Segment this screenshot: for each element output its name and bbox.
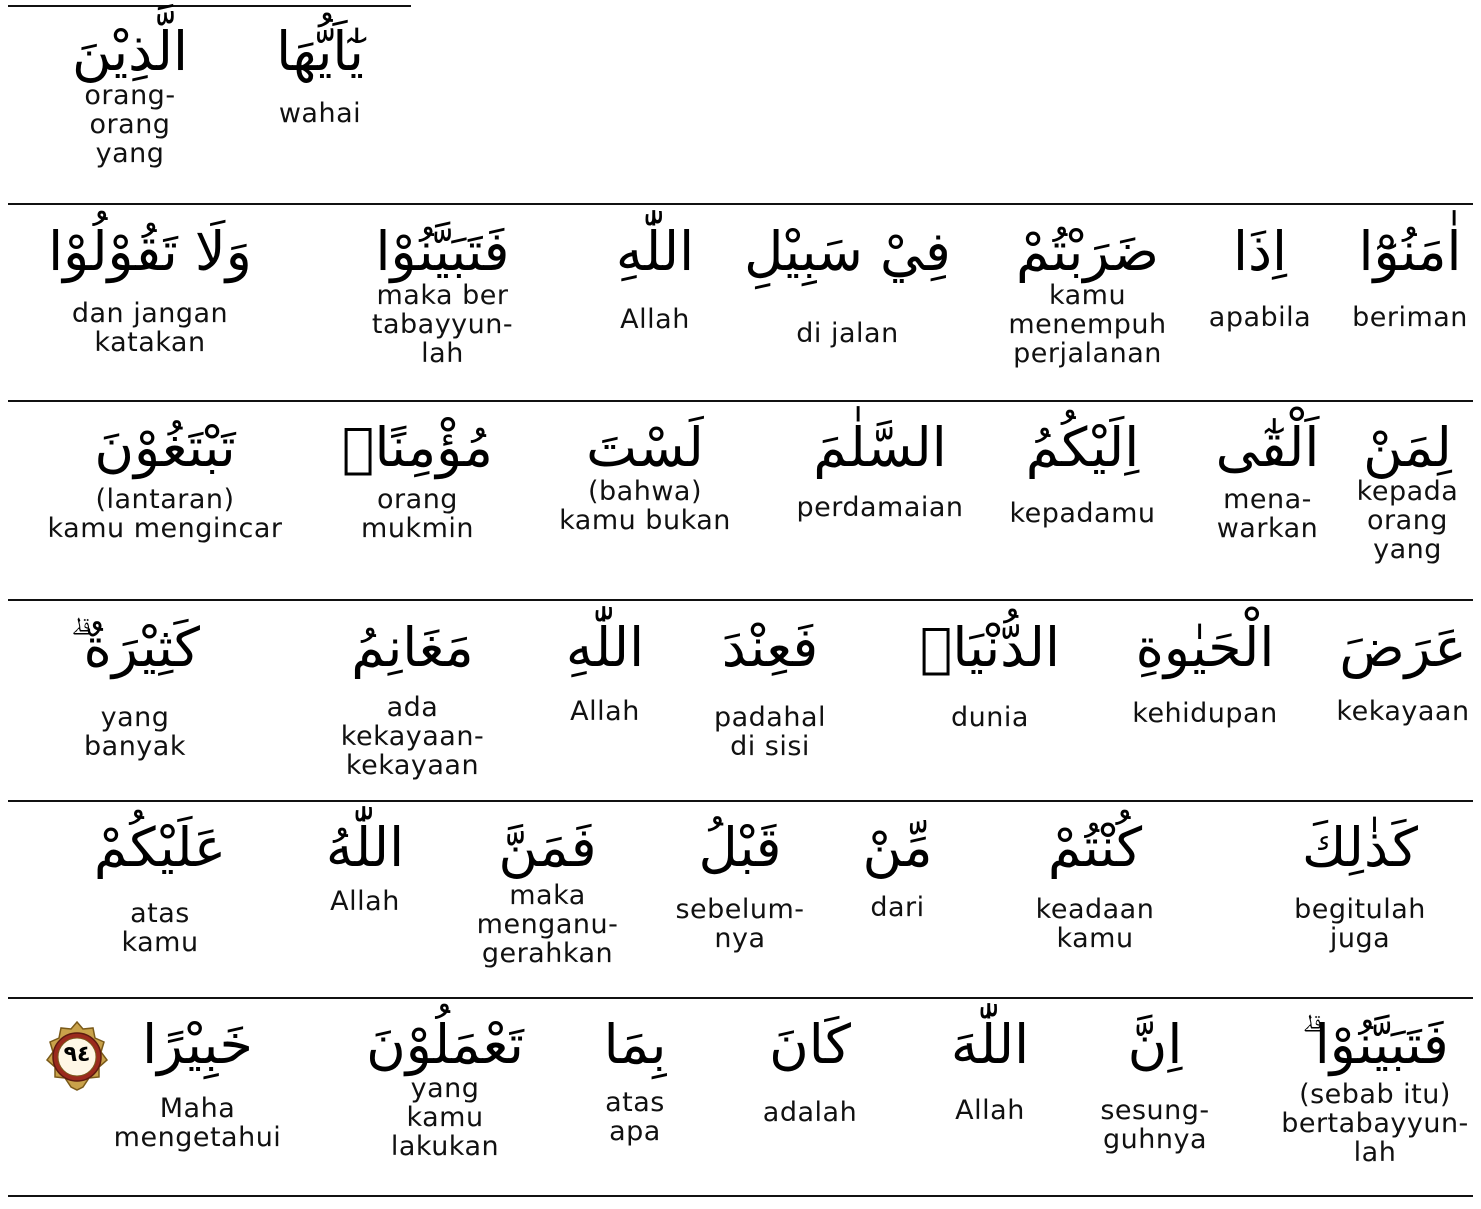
arabic-word: ضَرَبْتُمْ xyxy=(1016,220,1159,283)
word-meaning: begitulah juga xyxy=(1294,894,1426,955)
word-meaning: orang mukmin xyxy=(361,484,474,545)
arabic-word: اللّٰهِ xyxy=(565,616,645,679)
arabic-word: وَلَا تَقُوْلُوْا xyxy=(48,220,252,283)
arabic-word: فَتَبَيَّنُوْا ۗ xyxy=(1301,1013,1449,1076)
word-pair xyxy=(1085,1015,1225,1154)
arabic-word: كَذٰلِكَ xyxy=(1301,816,1418,879)
row-divider xyxy=(8,400,1473,402)
word-meaning: orang- orang yang xyxy=(84,80,176,170)
word-pair xyxy=(40,818,280,957)
arabic-word: يٰٓاَيُّهَا xyxy=(276,20,364,83)
arabic-word: مُؤْمِنًاۚ xyxy=(342,416,493,479)
word-meaning: maka menganu- gerahkan xyxy=(476,880,619,970)
word-meaning: kepada orang yang xyxy=(1356,476,1459,566)
word-pair xyxy=(330,418,505,543)
word-meaning: wahai xyxy=(278,98,362,130)
word-meaning: adalah xyxy=(762,1097,858,1129)
word-meaning: sebelum- nya xyxy=(675,894,805,955)
word-pair xyxy=(995,222,1180,368)
arabic-word: كَانَ xyxy=(769,1013,851,1076)
word-pair xyxy=(855,818,940,922)
word-pair xyxy=(700,618,840,761)
word-pair xyxy=(20,618,250,761)
word-pair xyxy=(105,1015,290,1152)
word-pair xyxy=(45,222,255,357)
word-pair xyxy=(665,818,815,953)
word-pair xyxy=(1005,818,1185,953)
arabic-word: فَعِنْدَ xyxy=(721,616,819,679)
word-pair xyxy=(355,1015,535,1161)
arabic-word: فِيْ سَبِيْلِ xyxy=(744,220,951,283)
verse-number: ٩٤ xyxy=(63,1042,91,1067)
word-pair xyxy=(30,418,300,543)
arabic-word: بِمَا xyxy=(603,1013,667,1076)
word-pair xyxy=(940,1015,1040,1125)
arabic-word: اَلْقٰٓى xyxy=(1215,416,1320,479)
ayah-number-marker xyxy=(45,1020,109,1092)
arabic-word: الَّذِيْنَ xyxy=(72,20,188,83)
word-meaning: Allah xyxy=(620,304,690,336)
arabic-word: عَلَيْكُمْ xyxy=(93,816,227,879)
word-meaning: yang kamu lakukan xyxy=(390,1073,500,1163)
top-rule xyxy=(8,5,411,7)
word-meaning: Maha mengetahui xyxy=(113,1093,282,1154)
word-meaning: apabila xyxy=(1208,302,1312,334)
word-pair xyxy=(735,1015,885,1127)
arabic-word: فَمَنَّ xyxy=(498,816,597,879)
word-meaning: kekayaan xyxy=(1336,696,1470,728)
arabic-word: تَعْمَلُوْنَ xyxy=(366,1013,524,1076)
word-meaning: (sebab itu) bertabayyun- lah xyxy=(1281,1079,1469,1169)
word-pair xyxy=(320,818,410,916)
arabic-word: كَثِيْرَةٌ ۗ xyxy=(70,616,200,679)
word-pair xyxy=(545,418,745,535)
word-pair xyxy=(350,222,535,368)
word-pair xyxy=(325,618,500,780)
word-meaning: atas kamu xyxy=(121,898,199,959)
arabic-word: مِّنْ xyxy=(862,816,933,879)
arabic-word: الْحَيٰوةِ xyxy=(1135,616,1275,679)
word-meaning: beriman xyxy=(1352,302,1468,334)
arabic-word: اللّٰهِ xyxy=(615,220,695,283)
word-pair xyxy=(905,618,1075,732)
word-pair xyxy=(1345,222,1475,332)
word-pair xyxy=(40,22,220,168)
word-meaning: mena- warkan xyxy=(1216,484,1319,545)
word-meaning: maka ber tabayyun- lah xyxy=(371,280,514,370)
word-meaning: dan jangan katakan xyxy=(71,298,229,359)
word-meaning: Allah xyxy=(570,696,640,728)
word-pair xyxy=(1255,818,1465,953)
word-meaning: yang banyak xyxy=(84,702,186,763)
arabic-word: كُنْتُمْ xyxy=(1047,816,1143,879)
word-meaning: atas apa xyxy=(605,1087,665,1148)
word-meaning: perdamaian xyxy=(796,492,964,524)
arabic-word: اللّٰهَ xyxy=(950,1013,1030,1076)
arabic-word: اٰمَنُوْٓا xyxy=(1358,220,1462,283)
word-pair xyxy=(555,618,655,726)
word-meaning: kamu menempuh perjalanan xyxy=(1008,280,1167,370)
arabic-word: الدُّنْيَاۖ xyxy=(920,616,1060,679)
word-meaning: sesung- guhnya xyxy=(1100,1095,1210,1156)
arabic-word: عَرَضَ xyxy=(1339,616,1467,679)
word-meaning: Allah xyxy=(330,886,400,918)
word-pair xyxy=(1270,1015,1480,1167)
arabic-word: اِلَيْكُمُ xyxy=(1025,416,1140,479)
word-meaning: dunia xyxy=(951,702,1029,734)
row-divider xyxy=(8,203,1473,205)
arabic-word: اِنَّ xyxy=(1127,1013,1183,1076)
word-pair xyxy=(1205,418,1330,543)
arabic-word: فَتَبَيَّنُوْا xyxy=(375,220,510,283)
row-divider xyxy=(8,997,1473,999)
word-pair xyxy=(1115,618,1295,728)
word-pair xyxy=(240,22,400,128)
bottom-rule xyxy=(8,1195,1473,1197)
word-pair xyxy=(455,818,640,968)
word-meaning: kehidupan xyxy=(1132,698,1278,730)
word-meaning: dari xyxy=(870,892,925,924)
word-meaning: padahal di sisi xyxy=(713,702,827,763)
word-meaning: (lantaran) kamu mengincar xyxy=(47,484,283,545)
word-pair xyxy=(590,1015,680,1146)
arabic-word: تَبْتَغُوْنَ xyxy=(94,416,236,479)
word-pair xyxy=(990,418,1175,528)
arabic-word: اللّٰهُ xyxy=(325,816,405,879)
word-meaning: Allah xyxy=(955,1095,1025,1127)
arabic-word: لَسْتَ xyxy=(586,416,704,479)
word-pair xyxy=(1340,418,1475,564)
word-pair xyxy=(725,222,970,348)
word-meaning: ada kekayaan- kekayaan xyxy=(340,692,485,782)
word-pair xyxy=(1328,618,1478,726)
row-divider xyxy=(8,800,1473,802)
word-meaning: (bahwa) kamu bukan xyxy=(559,476,731,537)
word-meaning: di jalan xyxy=(796,318,899,350)
arabic-word: قَبْلُ xyxy=(698,816,782,879)
word-pair xyxy=(595,222,715,334)
word-pair xyxy=(780,418,980,522)
arabic-word: خَبِيْرًا xyxy=(142,1013,253,1076)
word-pair xyxy=(1200,222,1320,332)
arabic-word: اِذَا xyxy=(1232,220,1288,283)
arabic-word: السَّلٰمَ xyxy=(813,416,947,479)
word-meaning: kepadamu xyxy=(1009,498,1156,530)
arabic-word: مَغَانِمُ xyxy=(351,616,474,679)
arabic-word: لِمَنْ xyxy=(1363,416,1452,479)
word-meaning: keadaan kamu xyxy=(1035,894,1155,955)
row-divider xyxy=(8,599,1473,601)
